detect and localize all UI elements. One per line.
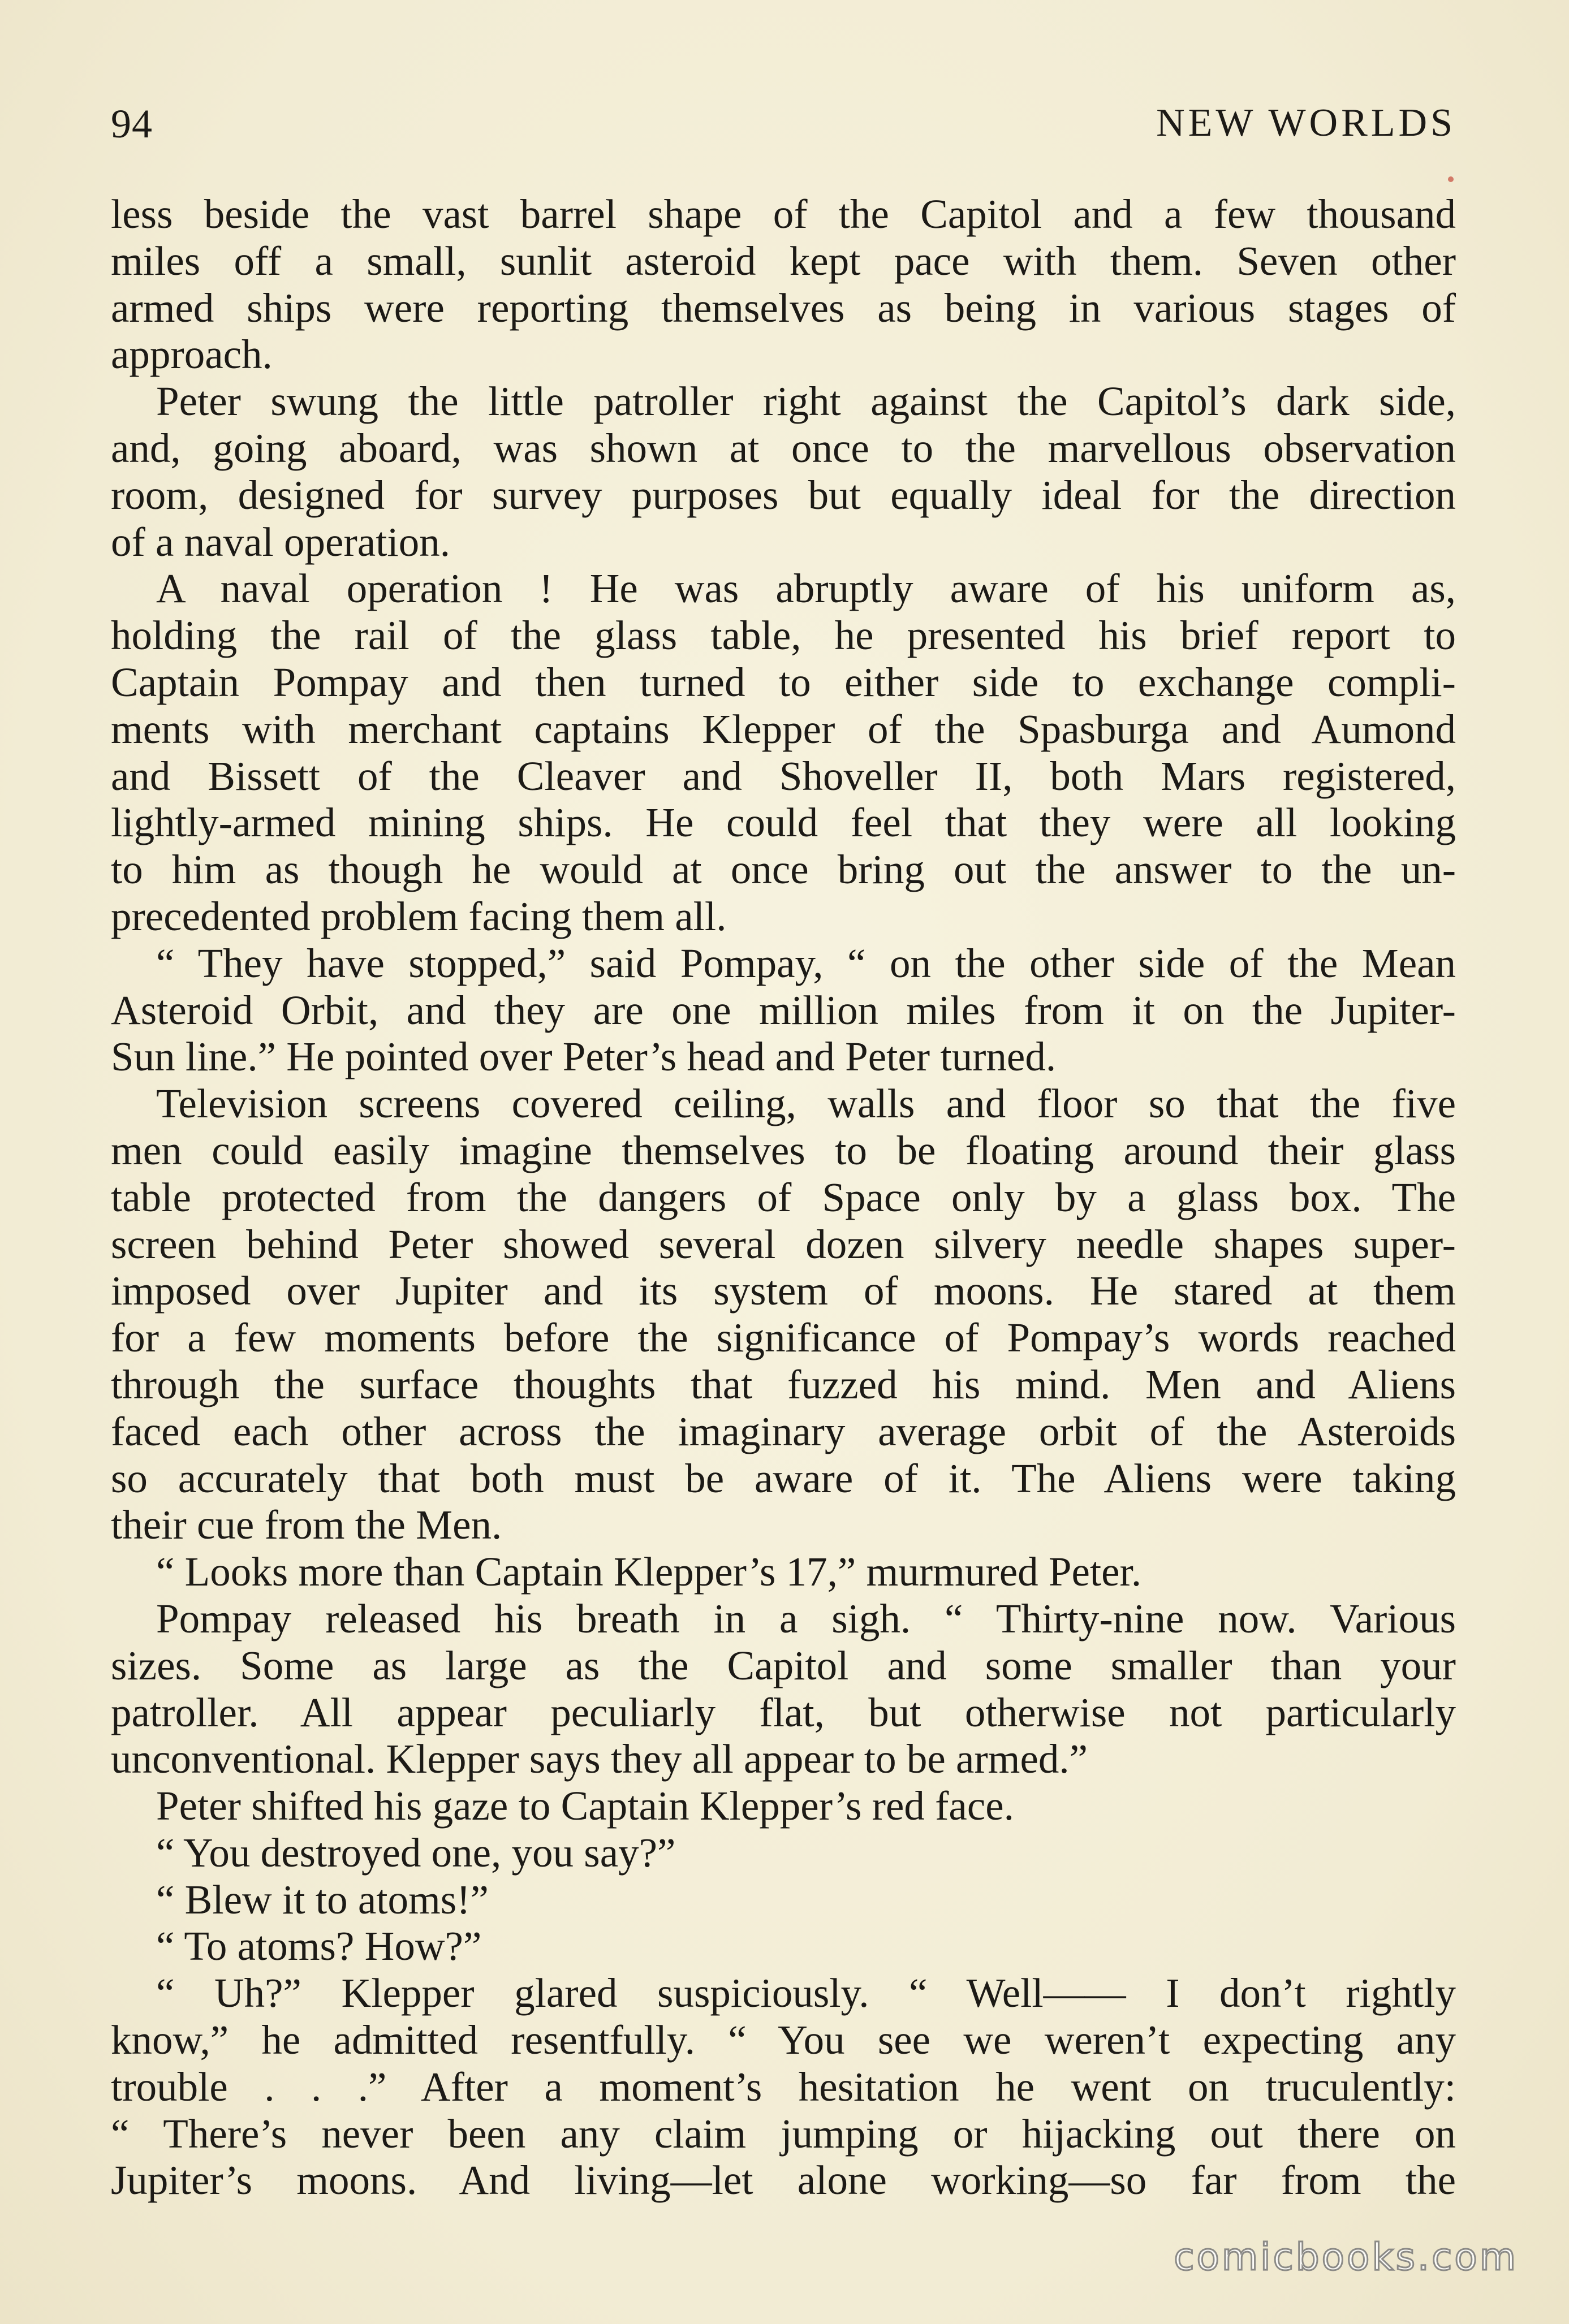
page-number: 94 (111, 101, 153, 146)
text-line: Television screens covered ceiling, walls and floor so that the five (156, 1081, 1456, 1127)
text-line: ments with merchant captains Klepper of the Spasburga and Aumond (111, 706, 1456, 752)
text-line: so accurately that both must be aware of it. The Aliens were taking (111, 1455, 1456, 1501)
text-line: screen behind Peter showed several dozen silvery needle shapes super- (111, 1221, 1456, 1267)
text-line: room, designed for survey purposes but equally ideal for the direction (111, 472, 1456, 518)
text-line: Captain Pompay and then turned to either side to exchange compli- (111, 659, 1456, 705)
text-line: of a naval operation. (111, 519, 450, 565)
text-line: Peter swung the little patroller right against the Capitol’s dark side, (156, 378, 1456, 425)
watermark-logo: comicbooks.com (1174, 2235, 1518, 2279)
text-line: less beside the vast barrel shape of the Capitol and a few thousand (111, 191, 1456, 237)
text-line: precedented problem facing them all. (111, 893, 727, 939)
text-line: lightly-armed mining ships. He could feel that they were all looking (111, 800, 1456, 846)
text-line: A naval operation ! He was abruptly aware of his uniform as, (156, 565, 1456, 612)
text-line: armed ships were reporting themselves as being in various stages of (111, 284, 1456, 331)
text-line: miles off a small, sunlit asteroid kept pace with them. Seven other (111, 237, 1456, 284)
text-line: men could easily imagine themselves to be floating around their glass (111, 1127, 1456, 1173)
text-line: sizes. Some as large as the Capitol and some smaller than your (111, 1642, 1456, 1688)
text-line: for a few moments before the significance of Pompay’s words reached (111, 1315, 1456, 1361)
text-line: “ You destroyed one, you say?” (156, 1829, 676, 1876)
text-line: “ There’s never been any claim jumping or hijacking out there on (111, 2110, 1456, 2157)
text-line: and Bissett of the Cleaver and Shoveller II, both Mars registered, (111, 753, 1456, 799)
running-head: NEW WORLDS (1156, 101, 1456, 145)
text-line: patroller. All appear peculiarly flat, but otherwise not particularly (111, 1689, 1456, 1735)
text-line: “ Looks more than Captain Klepper’s 17,” murmured Peter. (156, 1549, 1142, 1595)
ink-speck (1448, 176, 1454, 182)
text-line: to him as though he would at once bring out the answer to the un- (111, 846, 1456, 893)
text-line: Pompay released his breath in a sigh. “ Thirty-nine now. Various (156, 1595, 1456, 1642)
body-text (111, 191, 1456, 2204)
page-header (111, 101, 1456, 163)
text-line: their cue from the Men. (111, 1502, 502, 1548)
text-line: know,” he admitted resentfully. “ You see we weren’t expecting any (111, 2017, 1456, 2063)
text-line: Jupiter’s moons. And living—let alone working—so far from the (111, 2157, 1456, 2204)
text-line: “ Blew it to atoms!” (156, 1876, 489, 1923)
text-line: “ They have stopped,” said Pompay, “ on the other side of the Mean (156, 940, 1456, 986)
text-line: faced each other across the imaginary average orbit of the Asteroids (111, 1408, 1456, 1454)
text-line: “ Uh?” Klepper glared suspiciously. “ Well—— I don’t rightly (156, 1970, 1456, 2016)
text-line: imposed over Jupiter and its system of moons. He stared at them (111, 1268, 1456, 1314)
text-line: trouble . . .” After a moment’s hesitation he went on truculently: (111, 2063, 1456, 2110)
text-line: unconventional. Klepper says they all appear to be armed.” (111, 1736, 1088, 1782)
text-line: approach. (111, 331, 273, 378)
text-line: holding the rail of the glass table, he presented his brief report to (111, 612, 1456, 659)
text-line: table protected from the dangers of Space only by a glass box. The (111, 1174, 1456, 1220)
text-line: Asteroid Orbit, and they are one million miles from it on the Jupiter- (111, 987, 1456, 1033)
text-line: “ To atoms? How?” (156, 1923, 482, 1969)
text-line: and, going aboard, was shown at once to the marvellous observation (111, 425, 1456, 471)
text-line: through the surface thoughts that fuzzed his mind. Men and Aliens (111, 1361, 1456, 1407)
text-line: Peter shifted his gaze to Captain Klepper’s red face. (156, 1783, 1014, 1829)
text-line: Sun line.” He pointed over Peter’s head and Peter turned. (111, 1034, 1057, 1080)
